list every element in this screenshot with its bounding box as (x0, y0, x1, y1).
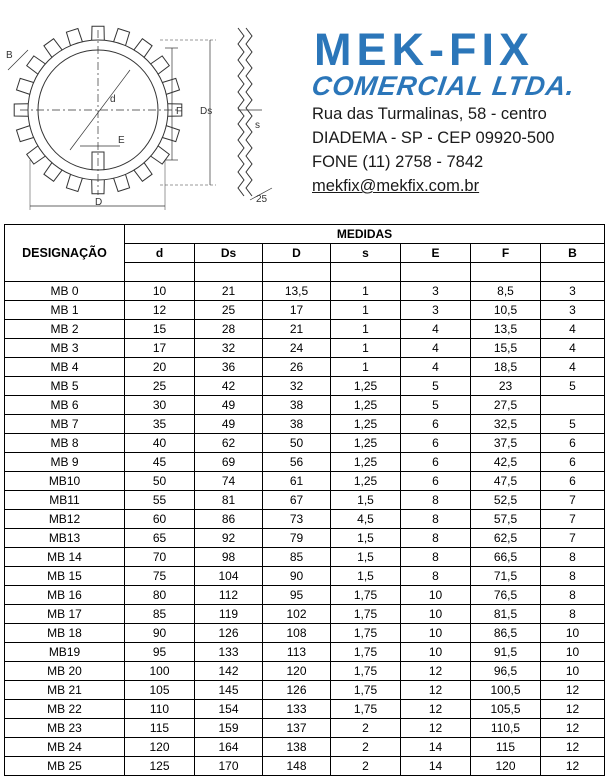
value-cell: 110,5 (471, 719, 541, 738)
value-cell: 10 (401, 586, 471, 605)
value-cell: 32 (195, 339, 263, 358)
value-cell: 17 (263, 301, 331, 320)
value-cell: 40 (125, 434, 195, 453)
table-row (5, 282, 605, 301)
value-cell: 81,5 (471, 605, 541, 624)
value-cell: 1,5 (331, 548, 401, 567)
designation-cell: MB 9 (5, 453, 125, 472)
value-cell: 92 (195, 529, 263, 548)
table-row (5, 491, 605, 510)
value-cell: 137 (263, 719, 331, 738)
logo-main-text: MEK-FIX (314, 24, 534, 75)
value-cell: 10 (401, 624, 471, 643)
label-d: d (110, 94, 116, 105)
value-cell: 1,75 (331, 605, 401, 624)
value-cell: 4 (541, 339, 605, 358)
logo-sub-text: COMERCIAL LTDA. (309, 71, 578, 101)
value-cell: 3 (401, 301, 471, 320)
designation-cell: MB 20 (5, 662, 125, 681)
value-cell: 170 (195, 757, 263, 776)
value-cell: 12 (401, 700, 471, 719)
table-row (5, 320, 605, 339)
value-cell: 24 (263, 339, 331, 358)
value-cell: 15,5 (471, 339, 541, 358)
designation-cell: MB 14 (5, 548, 125, 567)
blank-cell (471, 263, 541, 282)
value-cell: 61 (263, 472, 331, 491)
value-cell: 12 (541, 700, 605, 719)
value-cell: 6 (541, 453, 605, 472)
value-cell: 3 (401, 282, 471, 301)
value-cell: 60 (125, 510, 195, 529)
value-cell: 102 (263, 605, 331, 624)
value-cell (541, 396, 605, 415)
table-row (5, 605, 605, 624)
value-cell: 6 (401, 472, 471, 491)
label-angle: 25 (256, 194, 268, 205)
value-cell: 17 (125, 339, 195, 358)
value-cell: 105,5 (471, 700, 541, 719)
table-row (5, 396, 605, 415)
value-cell: 73 (263, 510, 331, 529)
designation-cell: MB 21 (5, 681, 125, 700)
blank-cell (401, 263, 471, 282)
designation-cell: MB12 (5, 510, 125, 529)
value-cell: 1,75 (331, 624, 401, 643)
value-cell: 12 (401, 719, 471, 738)
table-row (5, 453, 605, 472)
value-cell: 1,5 (331, 529, 401, 548)
value-cell: 3 (541, 301, 605, 320)
value-cell: 95 (125, 643, 195, 662)
value-cell: 8,5 (471, 282, 541, 301)
value-cell: 7 (541, 529, 605, 548)
value-cell: 50 (263, 434, 331, 453)
value-cell: 2 (331, 757, 401, 776)
value-cell: 145 (195, 681, 263, 700)
value-cell: 133 (195, 643, 263, 662)
table-row (5, 472, 605, 491)
value-cell: 5 (401, 377, 471, 396)
value-cell: 38 (263, 396, 331, 415)
value-cell: 75 (125, 567, 195, 586)
value-cell: 38 (263, 415, 331, 434)
value-cell: 37,5 (471, 434, 541, 453)
value-cell: 1,5 (331, 491, 401, 510)
value-cell: 112 (195, 586, 263, 605)
value-cell: 36 (195, 358, 263, 377)
value-cell: 126 (263, 681, 331, 700)
washer-tooth (114, 29, 130, 46)
column-header-s: s (331, 244, 401, 263)
value-cell: 1,25 (331, 472, 401, 491)
value-cell: 14 (401, 757, 471, 776)
table-row (5, 510, 605, 529)
value-cell: 105 (125, 681, 195, 700)
blank-cell (541, 263, 605, 282)
value-cell: 164 (195, 738, 263, 757)
blank-cell (195, 263, 263, 282)
value-cell: 35 (125, 415, 195, 434)
designation-cell: MB13 (5, 529, 125, 548)
value-cell: 21 (263, 320, 331, 339)
value-cell: 23 (471, 377, 541, 396)
designation-cell: MB 1 (5, 301, 125, 320)
value-cell: 7 (541, 510, 605, 529)
value-cell: 1,25 (331, 453, 401, 472)
value-cell: 14 (401, 738, 471, 757)
value-cell: 30 (125, 396, 195, 415)
value-cell: 1 (331, 320, 401, 339)
value-cell: 12 (541, 719, 605, 738)
value-cell: 10 (401, 605, 471, 624)
value-cell: 10 (125, 282, 195, 301)
value-cell: 6 (401, 453, 471, 472)
washer-tooth (27, 146, 46, 164)
value-cell: 80 (125, 586, 195, 605)
company-phone: FONE (11) 2758 - 7842 (312, 153, 484, 171)
washer-tooth (44, 39, 62, 58)
table-row (5, 377, 605, 396)
blank-cell (331, 263, 401, 282)
label-B: B (6, 50, 13, 61)
washer-tooth (114, 174, 130, 191)
value-cell: 1,75 (331, 586, 401, 605)
value-cell: 49 (195, 415, 263, 434)
washer-technical-drawing (0, 10, 300, 215)
value-cell: 159 (195, 719, 263, 738)
value-cell: 4 (401, 320, 471, 339)
value-cell: 49 (195, 396, 263, 415)
value-cell: 4 (401, 358, 471, 377)
value-cell: 69 (195, 453, 263, 472)
value-cell: 148 (263, 757, 331, 776)
value-cell: 79 (263, 529, 331, 548)
table-row (5, 548, 605, 567)
value-cell: 1 (331, 358, 401, 377)
value-cell: 62,5 (471, 529, 541, 548)
value-cell: 76,5 (471, 586, 541, 605)
value-cell: 115 (125, 719, 195, 738)
value-cell: 13,5 (263, 282, 331, 301)
washer-side-view (238, 28, 272, 200)
designation-cell: MB 25 (5, 757, 125, 776)
value-cell: 56 (263, 453, 331, 472)
value-cell: 90 (263, 567, 331, 586)
column-header-d: D (263, 244, 331, 263)
dimensions-table (4, 224, 605, 776)
designation-cell: MB 16 (5, 586, 125, 605)
designation-cell: MB 8 (5, 434, 125, 453)
value-cell: 20 (125, 358, 195, 377)
designation-cell: MB 22 (5, 700, 125, 719)
value-cell: 12 (401, 662, 471, 681)
value-cell: 1,75 (331, 681, 401, 700)
value-cell: 5 (401, 396, 471, 415)
value-cell: 8 (401, 491, 471, 510)
washer-tooth (27, 56, 46, 74)
designation-cell: MB 3 (5, 339, 125, 358)
value-cell: 67 (263, 491, 331, 510)
designation-cell: MB10 (5, 472, 125, 491)
table-row (5, 662, 605, 681)
label-E: E (118, 135, 125, 146)
value-cell: 133 (263, 700, 331, 719)
value-cell: 1,25 (331, 415, 401, 434)
value-cell: 81 (195, 491, 263, 510)
value-cell: 10 (541, 643, 605, 662)
value-cell: 10 (541, 662, 605, 681)
value-cell: 8 (541, 605, 605, 624)
value-cell: 45 (125, 453, 195, 472)
designation-cell: MB 17 (5, 605, 125, 624)
value-cell: 125 (125, 757, 195, 776)
designation-cell: MB 15 (5, 567, 125, 586)
value-cell: 32 (263, 377, 331, 396)
designation-cell: MB 7 (5, 415, 125, 434)
value-cell: 85 (125, 605, 195, 624)
washer-tooth (134, 39, 152, 58)
value-cell: 120 (125, 738, 195, 757)
value-cell: 100,5 (471, 681, 541, 700)
designation-cell: MB11 (5, 491, 125, 510)
value-cell: 108 (263, 624, 331, 643)
value-cell: 25 (195, 301, 263, 320)
value-cell: 52,5 (471, 491, 541, 510)
column-header-f: F (471, 244, 541, 263)
value-cell: 70 (125, 548, 195, 567)
value-cell: 57,5 (471, 510, 541, 529)
table-row (5, 719, 605, 738)
designation-cell: MB 24 (5, 738, 125, 757)
washer-tooth (151, 146, 170, 164)
value-cell: 1,25 (331, 396, 401, 415)
label-s: s (255, 120, 260, 131)
value-cell: 10,5 (471, 301, 541, 320)
value-cell: 27,5 (471, 396, 541, 415)
designation-cell: MB 4 (5, 358, 125, 377)
value-cell: 25 (125, 377, 195, 396)
designation-cell: MB 18 (5, 624, 125, 643)
value-cell: 100 (125, 662, 195, 681)
value-cell: 120 (471, 757, 541, 776)
value-cell: 12 (541, 757, 605, 776)
column-header-e: E (401, 244, 471, 263)
value-cell: 4 (541, 358, 605, 377)
value-cell: 12 (541, 681, 605, 700)
value-cell: 12 (401, 681, 471, 700)
table-row (5, 358, 605, 377)
value-cell: 120 (263, 662, 331, 681)
label-Ds: Ds (200, 106, 213, 117)
table-row (5, 529, 605, 548)
value-cell: 2 (331, 738, 401, 757)
washer-tooth (162, 78, 179, 94)
value-cell: 8 (401, 548, 471, 567)
table-row (5, 567, 605, 586)
label-D: D (95, 197, 103, 208)
value-cell: 12 (125, 301, 195, 320)
value-cell: 1 (331, 282, 401, 301)
label-F: F (176, 106, 183, 117)
designation-header: DESIGNAÇÃO (5, 225, 125, 282)
washer-tooth (66, 174, 82, 191)
value-cell: 50 (125, 472, 195, 491)
designation-cell: MB 5 (5, 377, 125, 396)
designation-cell: MB 23 (5, 719, 125, 738)
value-cell: 71,5 (471, 567, 541, 586)
value-cell: 4,5 (331, 510, 401, 529)
value-cell: 10 (401, 643, 471, 662)
value-cell: 21 (195, 282, 263, 301)
value-cell: 12 (541, 738, 605, 757)
column-header-b: B (541, 244, 605, 263)
value-cell: 62 (195, 434, 263, 453)
table-row (5, 434, 605, 453)
value-cell: 28 (195, 320, 263, 339)
value-cell: 8 (541, 586, 605, 605)
value-cell: 6 (541, 472, 605, 491)
value-cell: 47,5 (471, 472, 541, 491)
value-cell: 1,25 (331, 434, 401, 453)
value-cell: 8 (401, 567, 471, 586)
value-cell: 18,5 (471, 358, 541, 377)
company-contact (312, 102, 607, 198)
value-cell: 8 (401, 510, 471, 529)
value-cell: 5 (541, 415, 605, 434)
value-cell: 6 (401, 415, 471, 434)
value-cell: 8 (401, 529, 471, 548)
value-cell: 95 (263, 586, 331, 605)
table-row (5, 415, 605, 434)
washer-tooth (162, 126, 179, 142)
value-cell: 5 (541, 377, 605, 396)
value-cell: 138 (263, 738, 331, 757)
company-city: DIADEMA - SP - CEP 09920-500 (312, 129, 555, 147)
designation-cell: MB19 (5, 643, 125, 662)
value-cell: 1 (331, 301, 401, 320)
value-cell: 1,75 (331, 700, 401, 719)
company-address: Rua das Turmalinas, 58 - centro (312, 105, 547, 123)
value-cell: 98 (195, 548, 263, 567)
table-row (5, 757, 605, 776)
value-cell: 4 (401, 339, 471, 358)
header (0, 0, 607, 224)
table-row (5, 738, 605, 757)
column-header-d: d (125, 244, 195, 263)
designation-cell: MB 2 (5, 320, 125, 339)
value-cell: 115 (471, 738, 541, 757)
value-cell: 1,25 (331, 377, 401, 396)
table-row (5, 643, 605, 662)
value-cell: 32,5 (471, 415, 541, 434)
value-cell: 65 (125, 529, 195, 548)
measures-header: MEDIDAS (125, 225, 605, 244)
value-cell: 142 (195, 662, 263, 681)
value-cell: 91,5 (471, 643, 541, 662)
company-email[interactable]: mekfix@mekfix.com.br (312, 177, 480, 195)
value-cell: 96,5 (471, 662, 541, 681)
washer-tooth (44, 163, 62, 182)
table-row (5, 339, 605, 358)
value-cell: 42 (195, 377, 263, 396)
value-cell: 1,75 (331, 643, 401, 662)
value-cell: 86 (195, 510, 263, 529)
table-row (5, 301, 605, 320)
value-cell: 104 (195, 567, 263, 586)
value-cell: 110 (125, 700, 195, 719)
value-cell: 2 (331, 719, 401, 738)
washer-tooth (151, 56, 170, 74)
value-cell: 8 (541, 548, 605, 567)
washer-tooth (17, 126, 34, 142)
value-cell: 66,5 (471, 548, 541, 567)
value-cell: 119 (195, 605, 263, 624)
value-cell: 74 (195, 472, 263, 491)
table-row (5, 586, 605, 605)
washer-tooth (17, 78, 34, 94)
value-cell: 4 (541, 320, 605, 339)
value-cell: 7 (541, 491, 605, 510)
value-cell: 6 (401, 434, 471, 453)
value-cell: 126 (195, 624, 263, 643)
value-cell: 13,5 (471, 320, 541, 339)
value-cell: 1,5 (331, 567, 401, 586)
designation-cell: MB 0 (5, 282, 125, 301)
value-cell: 154 (195, 700, 263, 719)
column-header-ds: Ds (195, 244, 263, 263)
value-cell: 6 (541, 434, 605, 453)
blank-cell (263, 263, 331, 282)
value-cell: 1,75 (331, 662, 401, 681)
table-body (5, 282, 605, 776)
table-row (5, 700, 605, 719)
table-row (5, 624, 605, 643)
value-cell: 55 (125, 491, 195, 510)
value-cell: 85 (263, 548, 331, 567)
value-cell: 10 (541, 624, 605, 643)
value-cell: 86,5 (471, 624, 541, 643)
designation-cell: MB 6 (5, 396, 125, 415)
value-cell: 26 (263, 358, 331, 377)
value-cell: 1 (331, 339, 401, 358)
blank-cell (125, 263, 195, 282)
value-cell: 15 (125, 320, 195, 339)
washer-tooth (66, 29, 82, 46)
company-logo (309, 24, 602, 101)
table-row (5, 681, 605, 700)
value-cell: 8 (541, 567, 605, 586)
value-cell: 113 (263, 643, 331, 662)
value-cell: 42,5 (471, 453, 541, 472)
washer-tooth (134, 163, 152, 182)
value-cell: 90 (125, 624, 195, 643)
value-cell: 3 (541, 282, 605, 301)
